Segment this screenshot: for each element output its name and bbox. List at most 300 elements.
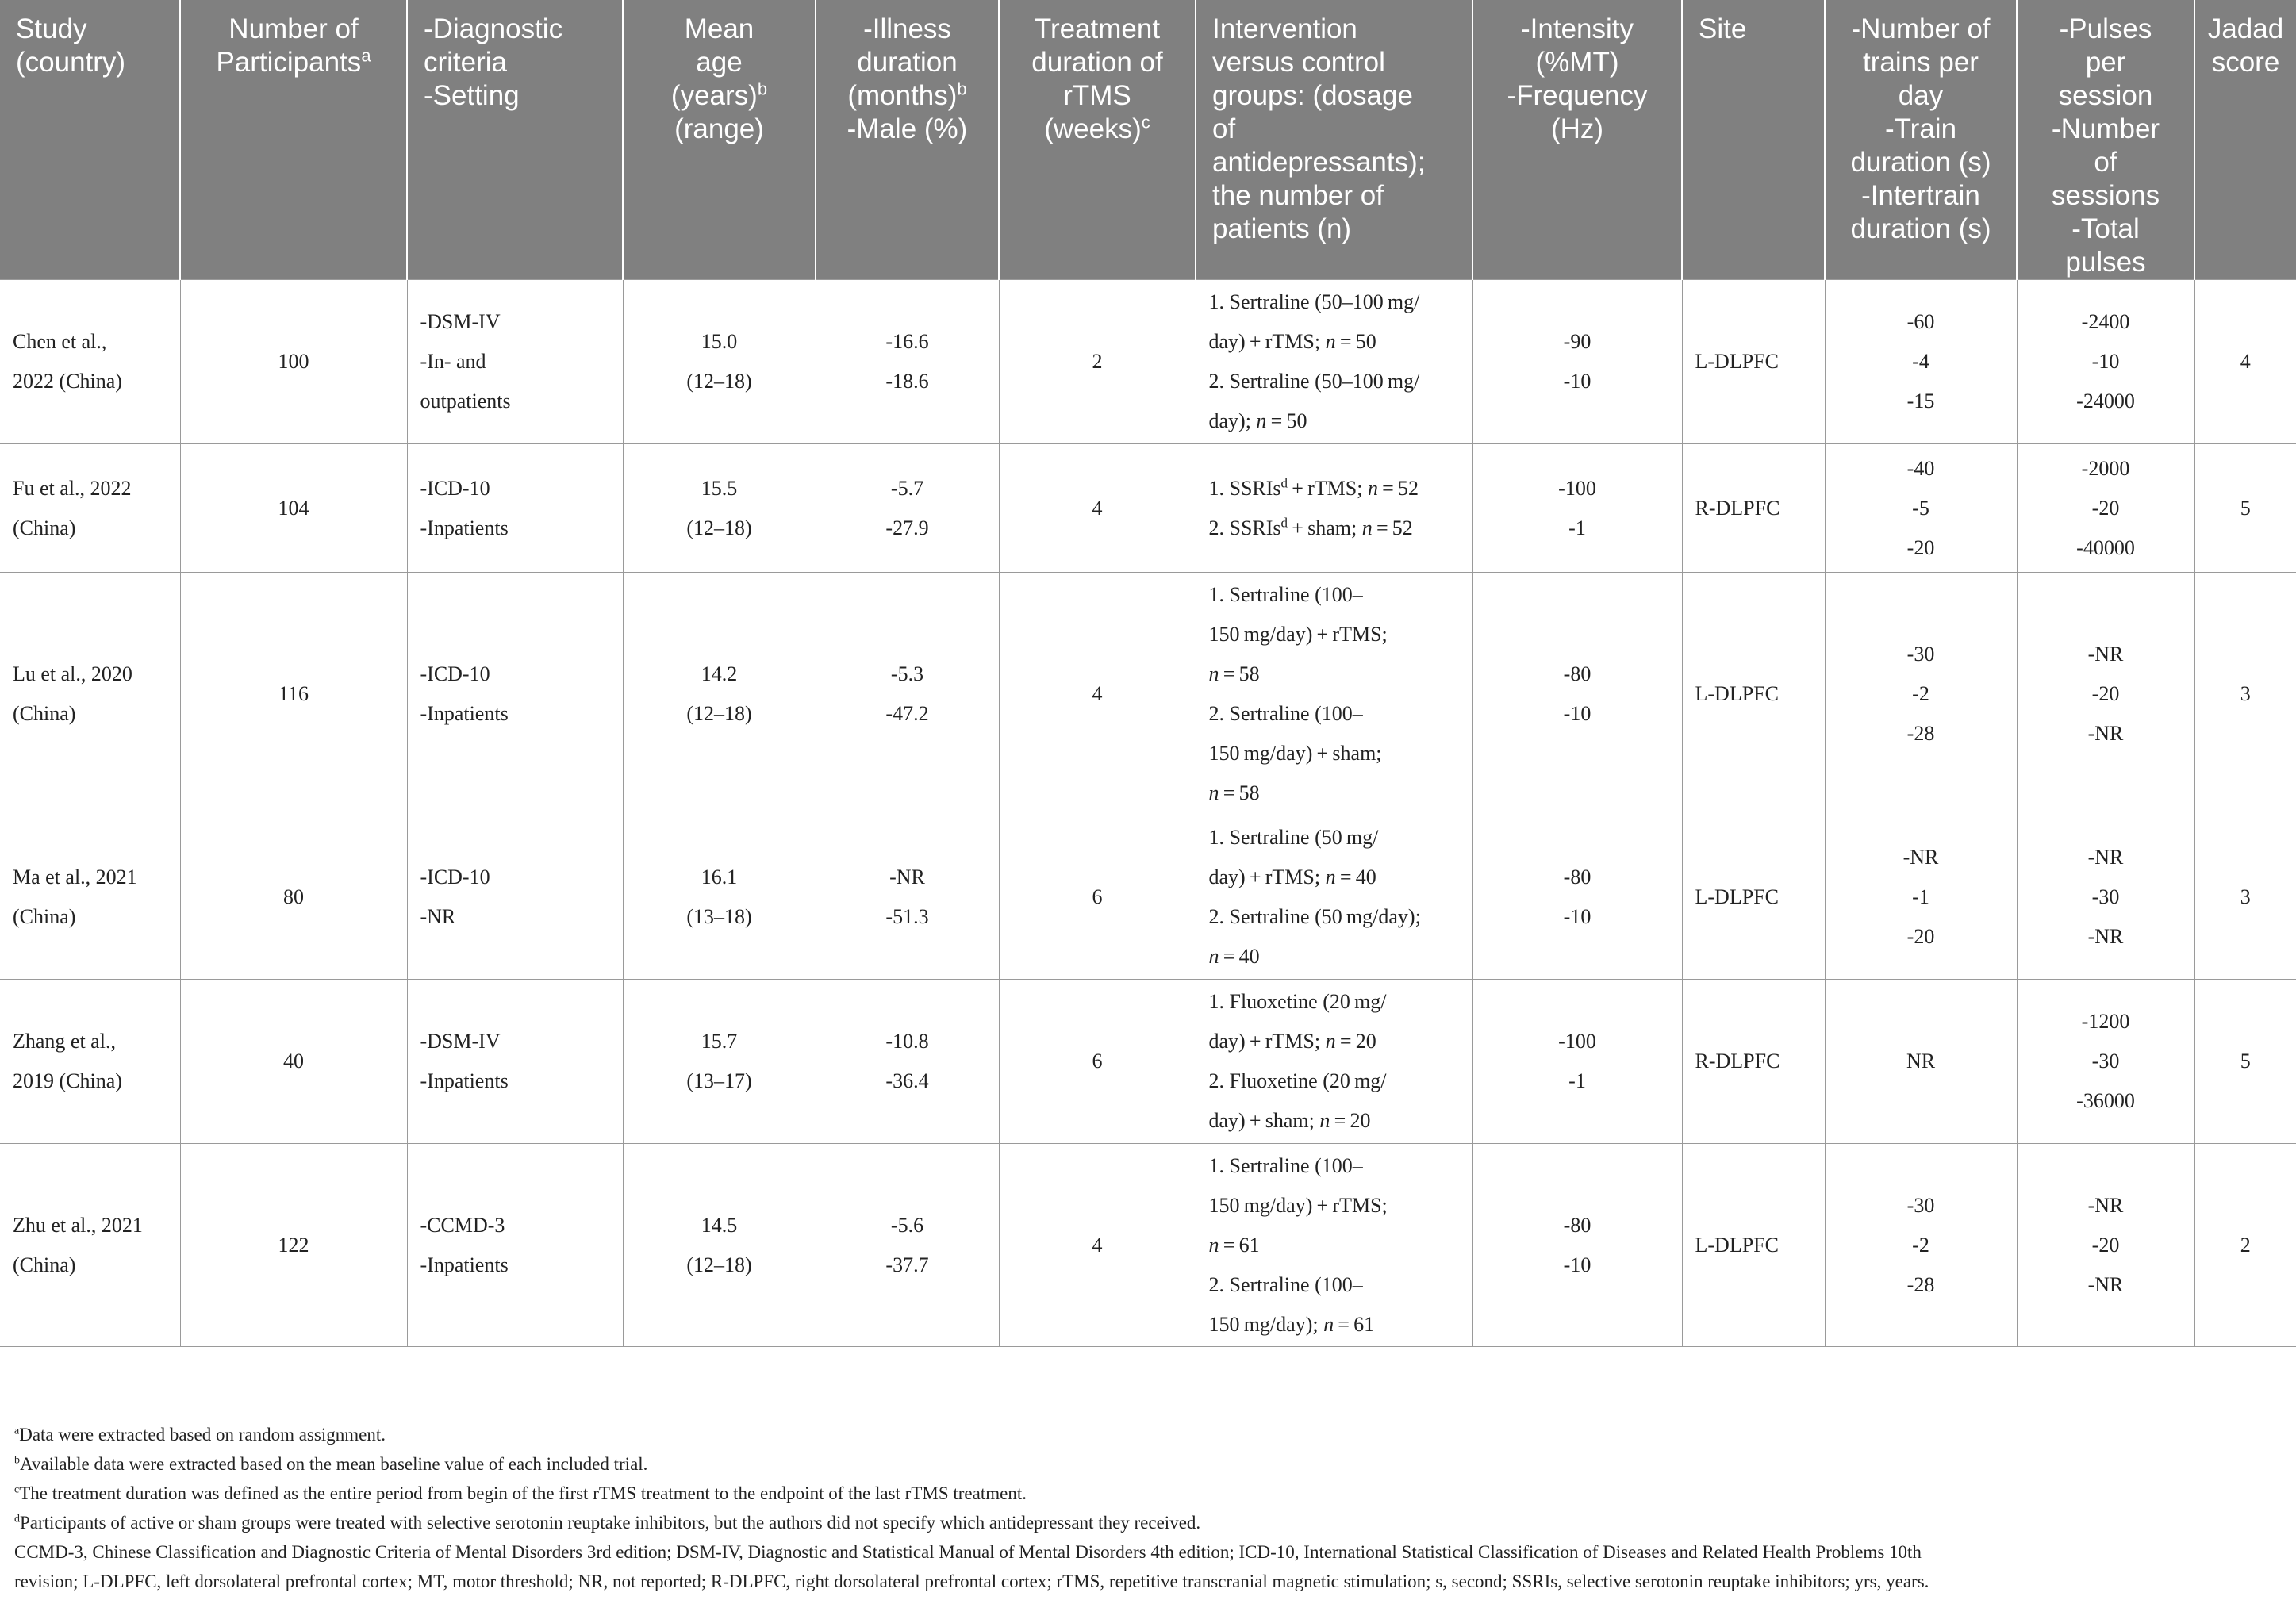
abbreviations: revision; L-DLPFC, left dorsolateral prefrontal cortex; MT, motor threshold; NR, not reported; R-DLPFC, right dorsolateral prefrontal cortex; rTMS, repetitive transcranial magnetic stimulation; s, second; SSRIs, selective serotonin reuptake inhibitors; yrs, years. bbox=[14, 1571, 1929, 1591]
cell-line: -ICD-10 bbox=[420, 476, 490, 500]
footnote-text: The treatment duration was defined as the entire period from begin of the first rTMS treatment to the endpoint of the last rTMS treatment. bbox=[19, 1483, 1027, 1503]
header-line: Participants$^a$ bbox=[216, 45, 371, 78]
header-line: Intervention bbox=[1212, 13, 1357, 44]
cell-line: (China) bbox=[13, 1253, 76, 1276]
cell-line: 16.1 bbox=[701, 865, 738, 888]
text-segment: = 61 bbox=[1334, 1312, 1375, 1336]
header-line: -Number of bbox=[1851, 13, 1991, 44]
cell-line: -DSM-IV bbox=[420, 1030, 501, 1053]
cell-line: -40 bbox=[1906, 456, 1935, 480]
header-line: (years)$^b$ bbox=[670, 79, 768, 111]
cell-participants: 122 bbox=[180, 1144, 407, 1347]
header-line: (months)$^b$ bbox=[847, 79, 967, 111]
cell-line: (12–18) bbox=[686, 1253, 752, 1276]
header-line: session bbox=[2058, 80, 2153, 111]
intervention-line bbox=[1209, 734, 1460, 773]
cell-trains bbox=[1825, 980, 2017, 1144]
cell-trains bbox=[1825, 573, 2017, 815]
text-segment: 1. Sertraline (100– bbox=[1208, 1153, 1363, 1177]
cell-line: 14.5 bbox=[701, 1213, 738, 1237]
intervention-line bbox=[1209, 401, 1460, 441]
cell-criteria bbox=[407, 280, 623, 444]
cell-jadad: 2 bbox=[2194, 1144, 2296, 1347]
cell-line: -28 bbox=[1906, 1272, 1935, 1296]
cell-line: -NR bbox=[420, 905, 456, 928]
text-segment: 2. Sertraline (100– bbox=[1208, 701, 1363, 725]
table-row bbox=[0, 573, 2296, 815]
intervention-line bbox=[1209, 1101, 1460, 1141]
cell-pulses bbox=[2017, 815, 2194, 980]
cell-line: -NR bbox=[1902, 846, 1939, 869]
header-line: patients (n) bbox=[1212, 213, 1352, 244]
header-line: -Number bbox=[2051, 113, 2160, 144]
table-header bbox=[0, 0, 2296, 280]
cell-jadad: 3 bbox=[2194, 815, 2296, 980]
cell-intervention bbox=[1196, 280, 1472, 444]
cell-line: Lu et al., 2020 bbox=[13, 662, 132, 685]
header-line: (%MT) bbox=[1535, 47, 1619, 78]
footnote-text: Data were extracted based on random assignment. bbox=[19, 1425, 386, 1445]
cell-line: -5.7 bbox=[890, 476, 924, 500]
cell-line: -NR bbox=[2087, 1193, 2124, 1217]
cell-participants: 80 bbox=[180, 815, 407, 980]
cell-participants: 116 bbox=[180, 573, 407, 815]
intervention-line bbox=[1209, 1146, 1460, 1186]
cell-line: -10 bbox=[1563, 701, 1591, 725]
header-line: age bbox=[696, 47, 743, 78]
intervention-line bbox=[1209, 694, 1460, 734]
header-line: -Illness bbox=[863, 13, 951, 44]
intervention-line bbox=[1209, 1305, 1460, 1345]
cell-line: -10 bbox=[1563, 370, 1591, 393]
cell-criteria bbox=[407, 573, 623, 815]
header-line: antidepressants); bbox=[1212, 147, 1426, 178]
intervention-line bbox=[1209, 858, 1460, 897]
cell-intensity bbox=[1472, 573, 1682, 815]
cell-line: -NR bbox=[2087, 642, 2124, 666]
cell-line: -20 bbox=[2091, 1233, 2120, 1257]
footnote bbox=[14, 1508, 2283, 1537]
footnote bbox=[14, 1449, 2283, 1479]
cell-illness bbox=[816, 980, 999, 1144]
text-segment: n bbox=[1325, 330, 1336, 353]
cell-illness bbox=[816, 280, 999, 444]
footnote-marker: d bbox=[1280, 474, 1288, 490]
cell-intervention bbox=[1196, 1144, 1472, 1347]
header-line: -Intensity bbox=[1521, 13, 1634, 44]
cell-line: NR bbox=[1906, 1050, 1936, 1073]
header-line: Number of bbox=[228, 13, 359, 44]
cell-line: -2 bbox=[1912, 1233, 1929, 1257]
cell-line: (12–18) bbox=[686, 370, 752, 393]
table-row bbox=[0, 815, 2296, 980]
footnote-marker: c bbox=[1141, 112, 1150, 132]
table-row bbox=[0, 444, 2296, 573]
header-line: rTMS bbox=[1063, 80, 1131, 111]
text-segment: n bbox=[1361, 516, 1373, 539]
table-row bbox=[0, 1144, 2296, 1347]
cell-intervention bbox=[1196, 815, 1472, 980]
cell-line: -36000 bbox=[2076, 1089, 2135, 1112]
cell-pulses bbox=[2017, 980, 2194, 1144]
cell-site: R-DLPFC bbox=[1682, 980, 1825, 1144]
cell-age bbox=[623, 815, 816, 980]
table-footnotes bbox=[14, 1420, 2283, 1596]
text-segment: 1. SSRIs bbox=[1208, 476, 1281, 500]
cell-line: (China) bbox=[13, 701, 76, 725]
cell-pulses bbox=[2017, 444, 2194, 573]
cell-illness bbox=[816, 444, 999, 573]
cell-site: L-DLPFC bbox=[1682, 573, 1825, 815]
cell-line: -NR bbox=[2087, 846, 2124, 869]
cell-line: -1 bbox=[1568, 516, 1586, 539]
header-line: of bbox=[2094, 147, 2117, 178]
cell-site: L-DLPFC bbox=[1682, 1144, 1825, 1347]
header-illness-duration-male bbox=[816, 0, 999, 280]
text-segment: = 40 bbox=[1335, 865, 1376, 888]
header-line: day bbox=[1898, 80, 1944, 111]
cell-line: -In- and bbox=[420, 350, 486, 373]
cell-line: 15.5 bbox=[701, 476, 738, 500]
footnote-marker: d bbox=[1280, 514, 1288, 530]
cell-line: -DSM-IV bbox=[420, 310, 501, 333]
cell-line: 2022 (China) bbox=[13, 370, 122, 393]
cell-line: -51.3 bbox=[885, 905, 929, 928]
cell-line: Ma et al., 2021 bbox=[13, 865, 137, 888]
text-segment: n bbox=[1208, 1233, 1219, 1257]
cell-weeks: 6 bbox=[999, 980, 1196, 1144]
cell-line: -37.7 bbox=[885, 1253, 929, 1276]
cell-line: -27.9 bbox=[885, 516, 929, 539]
cell-jadad: 5 bbox=[2194, 980, 2296, 1144]
cell-trains bbox=[1825, 444, 2017, 573]
intervention-line bbox=[1209, 362, 1460, 401]
cell-line: -47.2 bbox=[885, 701, 929, 725]
cell-line: Zhang et al., bbox=[13, 1030, 116, 1053]
cell-intervention bbox=[1196, 573, 1472, 815]
table-row bbox=[0, 980, 2296, 1144]
cell-line: (13–18) bbox=[686, 905, 752, 928]
cell-weeks: 4 bbox=[999, 1144, 1196, 1347]
cell-line: -Inpatients bbox=[420, 1069, 509, 1092]
cell-intervention bbox=[1196, 444, 1472, 573]
cell-line: -10 bbox=[2091, 350, 2120, 373]
cell-line: -80 bbox=[1563, 662, 1591, 685]
cell-line: -1 bbox=[1912, 885, 1929, 908]
cell-illness bbox=[816, 815, 999, 980]
cell-line: 14.2 bbox=[701, 662, 738, 685]
header-mean-age bbox=[623, 0, 816, 280]
cell-line: -20 bbox=[1906, 535, 1935, 559]
text-segment: n bbox=[1208, 945, 1219, 968]
cell-line: -1 bbox=[1568, 1069, 1586, 1092]
header-line: -Train bbox=[1884, 113, 1957, 144]
header-line: per bbox=[2085, 47, 2126, 78]
abbreviations: CCMD-3, Chinese Classification and Diagnostic Criteria of Mental Disorders 3rd edition; DSM-IV, Diagnostic and Statistical Manual of Mental Disorders 4th edition; ICD-10, International Statistical Classification of Diseases and Related Health Problems 10th bbox=[14, 1542, 1922, 1562]
cell-participants: 104 bbox=[180, 444, 407, 573]
intervention-line bbox=[1209, 1186, 1460, 1226]
cell-line: Zhu et al., 2021 bbox=[13, 1213, 143, 1237]
cell-line: -30 bbox=[1906, 642, 1935, 666]
cell-line: -80 bbox=[1563, 1213, 1591, 1237]
footnote-marker: b bbox=[957, 79, 967, 99]
cell-criteria bbox=[407, 444, 623, 573]
cell-line: -2 bbox=[1912, 681, 1929, 705]
cell-study bbox=[0, 980, 180, 1144]
cell-study bbox=[0, 280, 180, 444]
cell-age bbox=[623, 1144, 816, 1347]
text-segment: day) + sham; bbox=[1208, 1109, 1320, 1132]
cell-line: -4 bbox=[1912, 350, 1929, 373]
cell-trains bbox=[1825, 815, 2017, 980]
text-segment: 150 mg/day); bbox=[1208, 1312, 1324, 1336]
cell-pulses bbox=[2017, 1144, 2194, 1347]
cell-line: -100 bbox=[1558, 476, 1596, 500]
footnote-text: Participants of active or sham groups were treated with selective serotonin reuptake inhibitors, but the authors did not specify which antidepressant they received. bbox=[20, 1513, 1201, 1533]
text-segment: 1. Sertraline (50 mg/ bbox=[1208, 826, 1379, 849]
footnote-marker: a bbox=[361, 45, 371, 66]
header-line: duration (s) bbox=[1850, 213, 1991, 244]
header-line: -Intertrain bbox=[1861, 180, 1980, 211]
intervention-line bbox=[1209, 1061, 1460, 1101]
header-line: duration of bbox=[1031, 47, 1163, 78]
text-segment: = 52 bbox=[1377, 476, 1419, 500]
header-line: sessions bbox=[2051, 180, 2160, 211]
text-segment: 2. Sertraline (100– bbox=[1208, 1272, 1363, 1296]
cell-weeks: 4 bbox=[999, 444, 1196, 573]
text-segment: 1. Sertraline (100– bbox=[1208, 582, 1363, 606]
cell-line: -100 bbox=[1558, 1030, 1596, 1053]
text-segment: = 58 bbox=[1219, 781, 1260, 804]
header-line: (range) bbox=[674, 113, 764, 144]
cell-study bbox=[0, 815, 180, 980]
text-segment: n bbox=[1325, 1030, 1336, 1053]
header-line: versus control bbox=[1212, 47, 1385, 78]
header-study bbox=[0, 0, 180, 280]
header-intensity-frequency bbox=[1472, 0, 1682, 280]
text-segment: n bbox=[1319, 1109, 1330, 1132]
footnote bbox=[14, 1479, 2283, 1508]
cell-age bbox=[623, 573, 816, 815]
text-segment: = 50 bbox=[1266, 409, 1307, 432]
text-segment: n bbox=[1367, 476, 1378, 500]
text-segment: = 20 bbox=[1335, 1030, 1376, 1053]
cell-line: -ICD-10 bbox=[420, 865, 490, 888]
text-segment: 150 mg/day) + rTMS; bbox=[1208, 622, 1388, 646]
cell-line: -NR bbox=[2087, 925, 2124, 948]
text-segment: 2. Sertraline (50–100 mg/ bbox=[1208, 370, 1420, 393]
cell-line: (China) bbox=[13, 516, 76, 539]
text-segment: 2. SSRIs bbox=[1208, 516, 1281, 539]
cell-line: -80 bbox=[1563, 865, 1591, 888]
cell-line: (China) bbox=[13, 905, 76, 928]
cell-line: Chen et al., bbox=[13, 330, 107, 353]
cell-line: -5.6 bbox=[890, 1213, 924, 1237]
cell-study bbox=[0, 444, 180, 573]
cell-jadad: 4 bbox=[2194, 280, 2296, 444]
cell-illness bbox=[816, 1144, 999, 1347]
cell-intensity bbox=[1472, 444, 1682, 573]
cell-line: -18.6 bbox=[885, 370, 929, 393]
cell-site: L-DLPFC bbox=[1682, 280, 1825, 444]
text-segment: n bbox=[1208, 662, 1219, 685]
cell-age bbox=[623, 280, 816, 444]
text-segment: 150 mg/day) + rTMS; bbox=[1208, 1193, 1388, 1217]
cell-line: outpatients bbox=[420, 389, 511, 413]
cell-line: 15.0 bbox=[701, 330, 738, 353]
cell-line: -10 bbox=[1563, 905, 1591, 928]
text-segment: day) + rTMS; bbox=[1208, 1030, 1326, 1053]
text-segment: n bbox=[1256, 409, 1267, 432]
cell-line: -60 bbox=[1906, 310, 1935, 333]
cell-line: -30 bbox=[2091, 1050, 2120, 1073]
cell-study bbox=[0, 1144, 180, 1347]
header-line: criteria bbox=[424, 47, 508, 78]
header-line: duration (s) bbox=[1850, 147, 1991, 178]
cell-age bbox=[623, 980, 816, 1144]
header-pulses-sessions bbox=[2017, 0, 2194, 280]
header-line: -Diagnostic bbox=[424, 13, 563, 44]
cell-trains bbox=[1825, 1144, 2017, 1347]
cell-site: R-DLPFC bbox=[1682, 444, 1825, 573]
text-segment: = 58 bbox=[1219, 662, 1260, 685]
footnote-marker: c bbox=[14, 1483, 20, 1496]
header-line: trains per bbox=[1863, 47, 1979, 78]
cell-weeks: 4 bbox=[999, 573, 1196, 815]
intervention-line bbox=[1209, 1022, 1460, 1061]
header-row bbox=[0, 0, 2296, 280]
text-segment: 1. Sertraline (50–100 mg/ bbox=[1208, 290, 1420, 313]
cell-intervention bbox=[1196, 980, 1472, 1144]
cell-intensity bbox=[1472, 280, 1682, 444]
header-line: -Setting bbox=[424, 80, 520, 111]
cell-trains bbox=[1825, 280, 2017, 444]
cell-line: -90 bbox=[1563, 330, 1591, 353]
header-line: Study bbox=[16, 13, 87, 44]
cell-illness bbox=[816, 573, 999, 815]
cell-line: -5.3 bbox=[890, 662, 924, 685]
text-segment: + sham; bbox=[1288, 516, 1362, 539]
header-site bbox=[1682, 0, 1825, 280]
cell-pulses bbox=[2017, 280, 2194, 444]
header-line: Treatment bbox=[1034, 13, 1161, 44]
intervention-line bbox=[1209, 773, 1460, 813]
header-participants bbox=[180, 0, 407, 280]
cell-line: -Inpatients bbox=[420, 1253, 509, 1276]
cell-intensity bbox=[1472, 980, 1682, 1144]
cell-line: (13–17) bbox=[686, 1069, 752, 1092]
intervention-line bbox=[1209, 654, 1460, 694]
cell-criteria bbox=[407, 815, 623, 980]
cell-line: (12–18) bbox=[686, 701, 752, 725]
cell-line: -CCMD-3 bbox=[420, 1213, 505, 1237]
cell-line: -30 bbox=[1906, 1193, 1935, 1217]
text-segment: n bbox=[1325, 865, 1336, 888]
text-segment: + rTMS; bbox=[1288, 476, 1368, 500]
intervention-line bbox=[1209, 322, 1460, 362]
cell-line: -ICD-10 bbox=[420, 662, 490, 685]
footnote-marker: d bbox=[14, 1513, 20, 1525]
cell-line: -24000 bbox=[2076, 389, 2135, 413]
header-line: (weeks)$^c$ bbox=[1044, 112, 1150, 144]
cell-line: -NR bbox=[2087, 1272, 2124, 1296]
header-line: -Pulses bbox=[2059, 13, 2152, 44]
intervention-line bbox=[1209, 1226, 1460, 1265]
table-row bbox=[0, 280, 2296, 444]
header-trains bbox=[1825, 0, 2017, 280]
cell-criteria bbox=[407, 980, 623, 1144]
header-line: pulses bbox=[2065, 247, 2146, 278]
cell-line: -20 bbox=[2091, 681, 2120, 705]
cell-line: -Inpatients bbox=[420, 516, 509, 539]
cell-line: -20 bbox=[1906, 925, 1935, 948]
intervention-line bbox=[1209, 282, 1460, 322]
text-segment: n bbox=[1208, 781, 1219, 804]
cell-jadad: 5 bbox=[2194, 444, 2296, 573]
cell-age bbox=[623, 444, 816, 573]
cell-line: -40000 bbox=[2076, 535, 2135, 559]
footnote-marker: b bbox=[14, 1454, 20, 1467]
intervention-line bbox=[1209, 937, 1460, 977]
cell-intensity bbox=[1472, 815, 1682, 980]
cell-line: -1200 bbox=[2081, 1010, 2130, 1033]
header-line: -Frequency bbox=[1507, 80, 1648, 111]
header-line: -Male (%) bbox=[847, 113, 968, 144]
cell-line: -Inpatients bbox=[420, 701, 509, 725]
header-line: Jadad bbox=[2207, 13, 2284, 44]
cell-line: -30 bbox=[2091, 885, 2120, 908]
cell-line: -5 bbox=[1912, 496, 1929, 520]
cell-intensity bbox=[1472, 1144, 1682, 1347]
header-line: the number of bbox=[1212, 180, 1384, 211]
header-treatment-duration bbox=[999, 0, 1196, 280]
header-line: duration bbox=[857, 47, 958, 78]
cell-line: -2000 bbox=[2081, 456, 2130, 480]
cell-study bbox=[0, 573, 180, 815]
cell-participants: 100 bbox=[180, 280, 407, 444]
cell-line: 2019 (China) bbox=[13, 1069, 122, 1092]
text-segment: = 20 bbox=[1330, 1109, 1371, 1132]
cell-line: -15 bbox=[1906, 389, 1935, 413]
header-line: -Total bbox=[2071, 213, 2140, 244]
text-segment: day) + rTMS; bbox=[1208, 330, 1326, 353]
text-segment: 150 mg/day) + sham; bbox=[1208, 741, 1382, 765]
intervention-line bbox=[1209, 575, 1460, 615]
table-body bbox=[0, 280, 2296, 1347]
intervention-line bbox=[1209, 982, 1460, 1022]
header-line: (country) bbox=[16, 47, 126, 78]
header-line: Site bbox=[1699, 13, 1747, 44]
header-line: Mean bbox=[684, 13, 754, 44]
text-segment: = 52 bbox=[1372, 516, 1413, 539]
intervention-line bbox=[1209, 508, 1460, 548]
cell-line: Fu et al., 2022 bbox=[13, 476, 132, 500]
cell-line: -20 bbox=[2091, 496, 2120, 520]
footnote-marker: a bbox=[14, 1425, 20, 1437]
header-line: (Hz) bbox=[1550, 113, 1604, 144]
header-line: score bbox=[2211, 47, 2280, 78]
cell-weeks: 6 bbox=[999, 815, 1196, 980]
text-segment: 2. Sertraline (50 mg/day); bbox=[1208, 905, 1421, 928]
text-segment: n bbox=[1323, 1312, 1334, 1336]
footnote-marker: b bbox=[757, 79, 768, 99]
text-segment: = 40 bbox=[1219, 945, 1260, 968]
cell-line: -36.4 bbox=[885, 1069, 929, 1092]
cell-site: L-DLPFC bbox=[1682, 815, 1825, 980]
text-segment: = 61 bbox=[1219, 1233, 1260, 1257]
cell-line: -2400 bbox=[2081, 310, 2130, 333]
intervention-line bbox=[1209, 1265, 1460, 1305]
